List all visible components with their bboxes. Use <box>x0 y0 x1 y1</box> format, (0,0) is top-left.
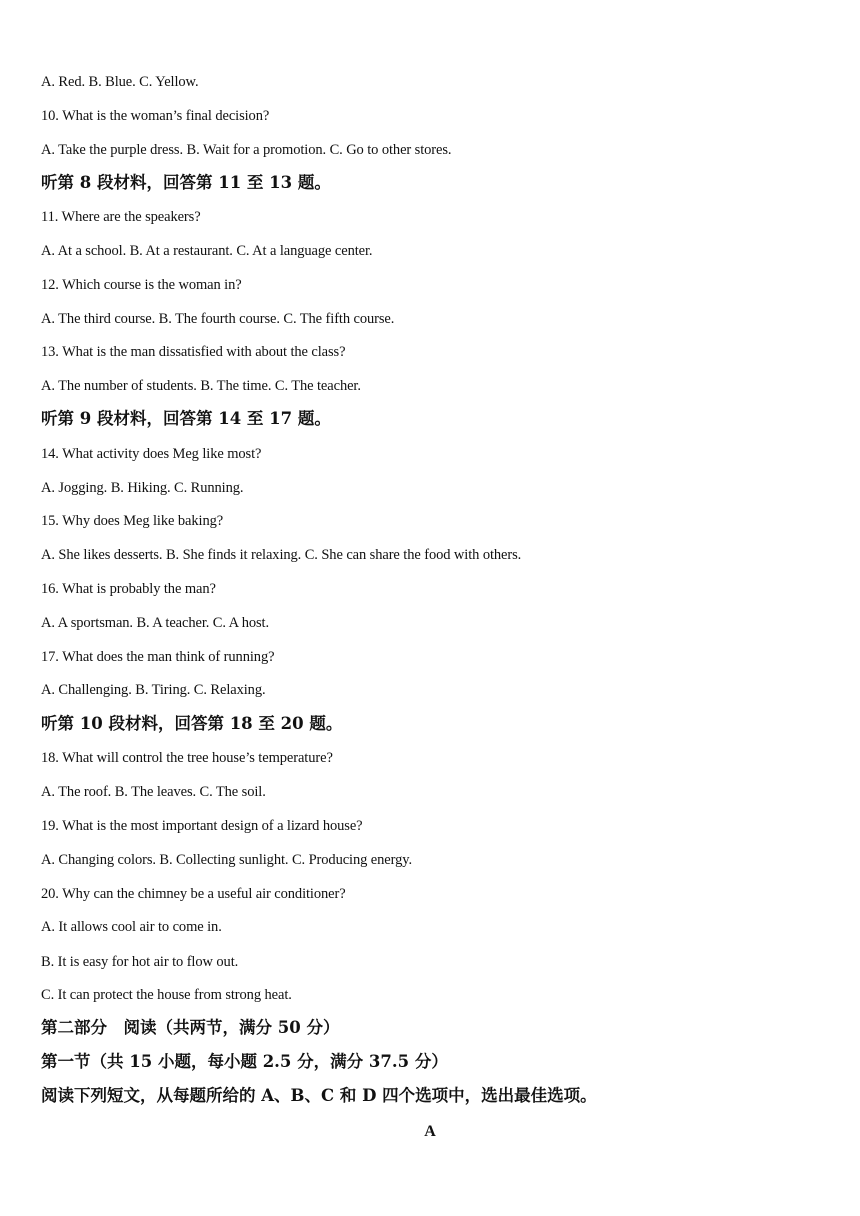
option-line: A. The third course. B. The fourth course. C. The fifth course. <box>41 311 395 327</box>
option-line: A. A sportsman. B. A teacher. C. A host. <box>41 615 270 631</box>
section-heading: 听第 10 段材料，回答第 18 至 20 题。 <box>41 714 343 733</box>
question-line: 10. What is the woman’s final decision? <box>41 108 270 124</box>
option-line: A. Red. B. Blue. C. Yellow. <box>41 74 199 90</box>
question-line: 13. What is the man dissatisfied with about the class? <box>41 344 346 360</box>
option-line: B. It is easy for hot air to flow out. <box>41 954 239 970</box>
question-line: 16. What is probably the man? <box>41 581 216 597</box>
option-line: A. At a school. B. At a restaurant. C. At a language center. <box>41 243 373 259</box>
question-line: 14. What activity does Meg like most? <box>41 446 262 462</box>
option-line: A. Take the purple dress. B. Wait for a promotion. C. Go to other stores. <box>41 142 452 158</box>
option-line: A. The number of students. B. The time. C. The teacher. <box>41 378 361 394</box>
option-line: C. It can protect the house from strong heat. <box>41 987 292 1003</box>
option-line: A. Challenging. B. Tiring. C. Relaxing. <box>41 682 266 698</box>
section-heading: 听第 9 段材料，回答第 14 至 17 题。 <box>41 409 331 428</box>
instruction-heading: 阅读下列短文，从每题所给的 A、B、C 和 D 四个选项中，选出最佳选项。 <box>41 1086 597 1105</box>
question-line: 17. What does the man think of running? <box>41 649 275 665</box>
question-line: 12. Which course is the woman in? <box>41 277 242 293</box>
option-line: A. The roof. B. The leaves. C. The soil. <box>41 784 266 800</box>
question-line: 15. Why does Meg like baking? <box>41 513 224 529</box>
section-heading: 听第 8 段材料，回答第 11 至 13 题。 <box>41 173 331 192</box>
question-line: 20. Why can the chimney be a useful air conditioner? <box>41 886 346 902</box>
question-line: 11. Where are the speakers? <box>41 209 201 225</box>
part-heading: 第二部分 阅读（共两节，满分 50 分） <box>41 1018 340 1037</box>
option-line: A. It allows cool air to come in. <box>41 919 222 935</box>
passage-label: A <box>424 1123 436 1140</box>
option-line: A. She likes desserts. B. She finds it relaxing. C. She can share the food with others. <box>41 547 522 563</box>
question-line: 18. What will control the tree house’s temperature? <box>41 750 333 766</box>
option-line: A. Changing colors. B. Collecting sunlight. C. Producing energy. <box>41 852 412 868</box>
section-heading: 第一节（共 15 小题，每小题 2.5 分，满分 37.5 分） <box>41 1052 448 1071</box>
option-line: A. Jogging. B. Hiking. C. Running. <box>41 480 244 496</box>
question-line: 19. What is the most important design of a lizard house? <box>41 818 363 834</box>
